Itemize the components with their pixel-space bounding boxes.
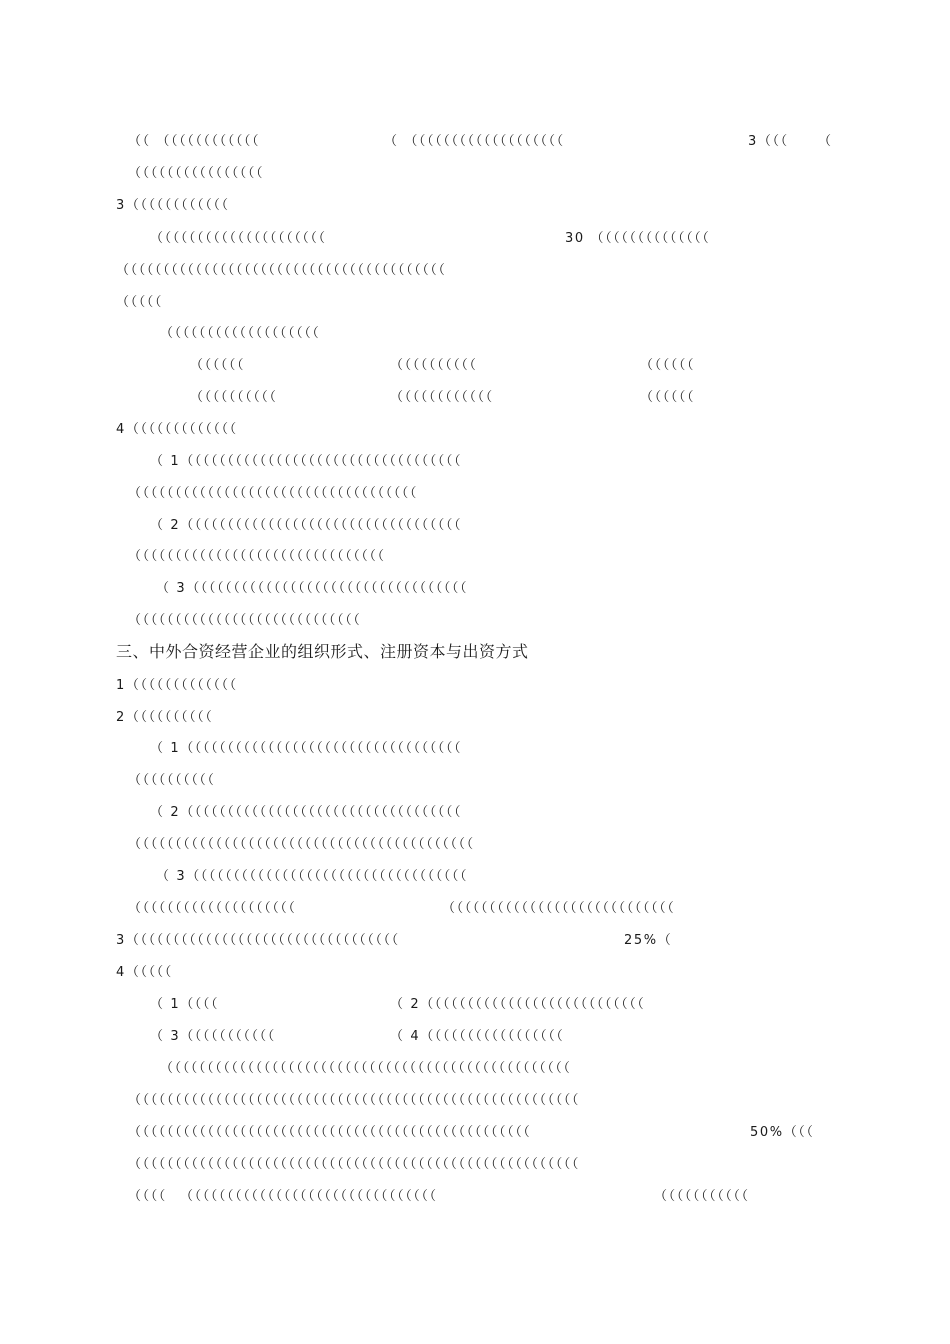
- text-line: （（（（（（（（（（（（（（（（（（（（（: [150, 231, 327, 246]
- text-line: （（（（（（（（（（（（（（（（: [128, 166, 265, 181]
- text-line: 3（（（（（（（（（（（（（（（（（（（（（（（（（（（（（（（（（: [116, 933, 400, 948]
- text-line: （（（（（（（（（（（（（（（（（（（（（（（（（（（（（（（: [180, 1189, 438, 1204]
- text-line: （ 1（（（（: [150, 997, 220, 1012]
- text-line: （（（（（（（（（（（（: [390, 390, 494, 405]
- text-line: 3（（（: [748, 134, 789, 149]
- text-line: （（（（（（（（（（（: [654, 1189, 750, 1204]
- text-line: （（（（（（（（（（（（（（（（（（（（（（（（（（（（（（（（（（（（（（（（（（（（（（（（（（（（（（（: [128, 1093, 581, 1108]
- text-line: （（（（: [128, 1189, 167, 1204]
- text-line: （（（（（（（（（（（（（（（（（（（（（（（（（（（（（（（（（（（（（（（（（（（（（（（（（: [128, 1125, 532, 1140]
- text-line: （（（（（（: [190, 358, 246, 373]
- text-line: 30 （（（（（（（（（（（（（（: [565, 231, 711, 246]
- text-line: （ 3（（（（（（（（（（（: [150, 1029, 276, 1044]
- text-line: 4（（（（（（（（（（（（（: [116, 422, 238, 437]
- text-line: 2（（（（（（（（（（: [116, 710, 214, 725]
- text-line: （ 4（（（（（（（（（（（（（（（（（: [390, 1029, 565, 1044]
- text-line: （（（（（（（（（（（（（（（（（（（（（（（（（（（（（（（: [128, 549, 386, 564]
- text-line: （（（（（（: [640, 390, 696, 405]
- text-line: （（（（（（（（（（（（（（（（（（（（: [128, 901, 297, 916]
- text-line: （（（（（（（（（（（（（（（（（（（（（（（（（（（（（（（（（（（（（（（（（（（（（（（（（（（（（（（: [128, 1157, 581, 1172]
- text-line: 3（（（（（（（（（（（（: [116, 198, 230, 213]
- text-line: （ 3（（（（（（（（（（（（（（（（（（（（（（（（（（（（（（（（（（: [156, 581, 469, 596]
- text-line: （（（（（（（（（（（（（（（（（（（（（（（（（（（（: [128, 613, 362, 628]
- text-line: 25%（: [624, 933, 673, 948]
- text-line: （（（（（（（（（（（（（（（（（（（（（（（（（（（（（（（（（（（: [128, 486, 419, 501]
- text-line: （（（（（（（（（（: [390, 358, 478, 373]
- text-line: （: [818, 134, 833, 149]
- text-line: （ 2（（（（（（（（（（（（（（（（（（（（（（（（（（（（（（（（（（: [150, 518, 463, 533]
- text-line: （（（（（（（（（（（（（（（（（（（（（（（（（（（（（（（（（（（（（（（（: [116, 263, 447, 278]
- text-line: （（（（（（（（（（（（（（（（（（（（（（（（（（（（（（（（（（（（（（（（（（: [128, 837, 475, 852]
- text-line: （（（（（（: [640, 358, 696, 373]
- text-line: 50%（（（: [750, 1125, 815, 1140]
- text-line: （（（（（: [116, 295, 164, 310]
- text-line: （（（（（（（（（（（（（（（（（（（（（（（（（（（（（（（（（（（（（（（（（（（（（（（（（（: [160, 1061, 572, 1076]
- text-line: （（（（（（（（（（（（（（（（（（（（（（（（（（（（: [442, 901, 676, 916]
- text-line: （（（（（（（（（（: [128, 773, 216, 788]
- text-line: 1（（（（（（（（（（（（（: [116, 678, 238, 693]
- text-line: （（ （（（（（（（（（（（（: [128, 134, 261, 149]
- text-line: （ 1（（（（（（（（（（（（（（（（（（（（（（（（（（（（（（（（（（: [150, 741, 463, 756]
- text-line: （ 2（（（（（（（（（（（（（（（（（（（（（（（（（（（（（（（（（（: [150, 805, 463, 820]
- text-line: （ 1（（（（（（（（（（（（（（（（（（（（（（（（（（（（（（（（（（: [150, 454, 463, 469]
- text-line: 4（（（（（: [116, 965, 173, 980]
- text-line: （（（（（（（（（（: [190, 390, 278, 405]
- text-line: （（（（（（（（（（（（（（（（（（（: [160, 326, 321, 341]
- text-line: （ 2（（（（（（（（（（（（（（（（（（（（（（（（（（（: [390, 997, 646, 1012]
- text-line: （ 3（（（（（（（（（（（（（（（（（（（（（（（（（（（（（（（（（（: [156, 869, 469, 884]
- section-heading: 三、中外合资经营企业的组织形式、注册资本与出资方式: [116, 642, 529, 661]
- text-line: （ （（（（（（（（（（（（（（（（（（（: [384, 134, 565, 149]
